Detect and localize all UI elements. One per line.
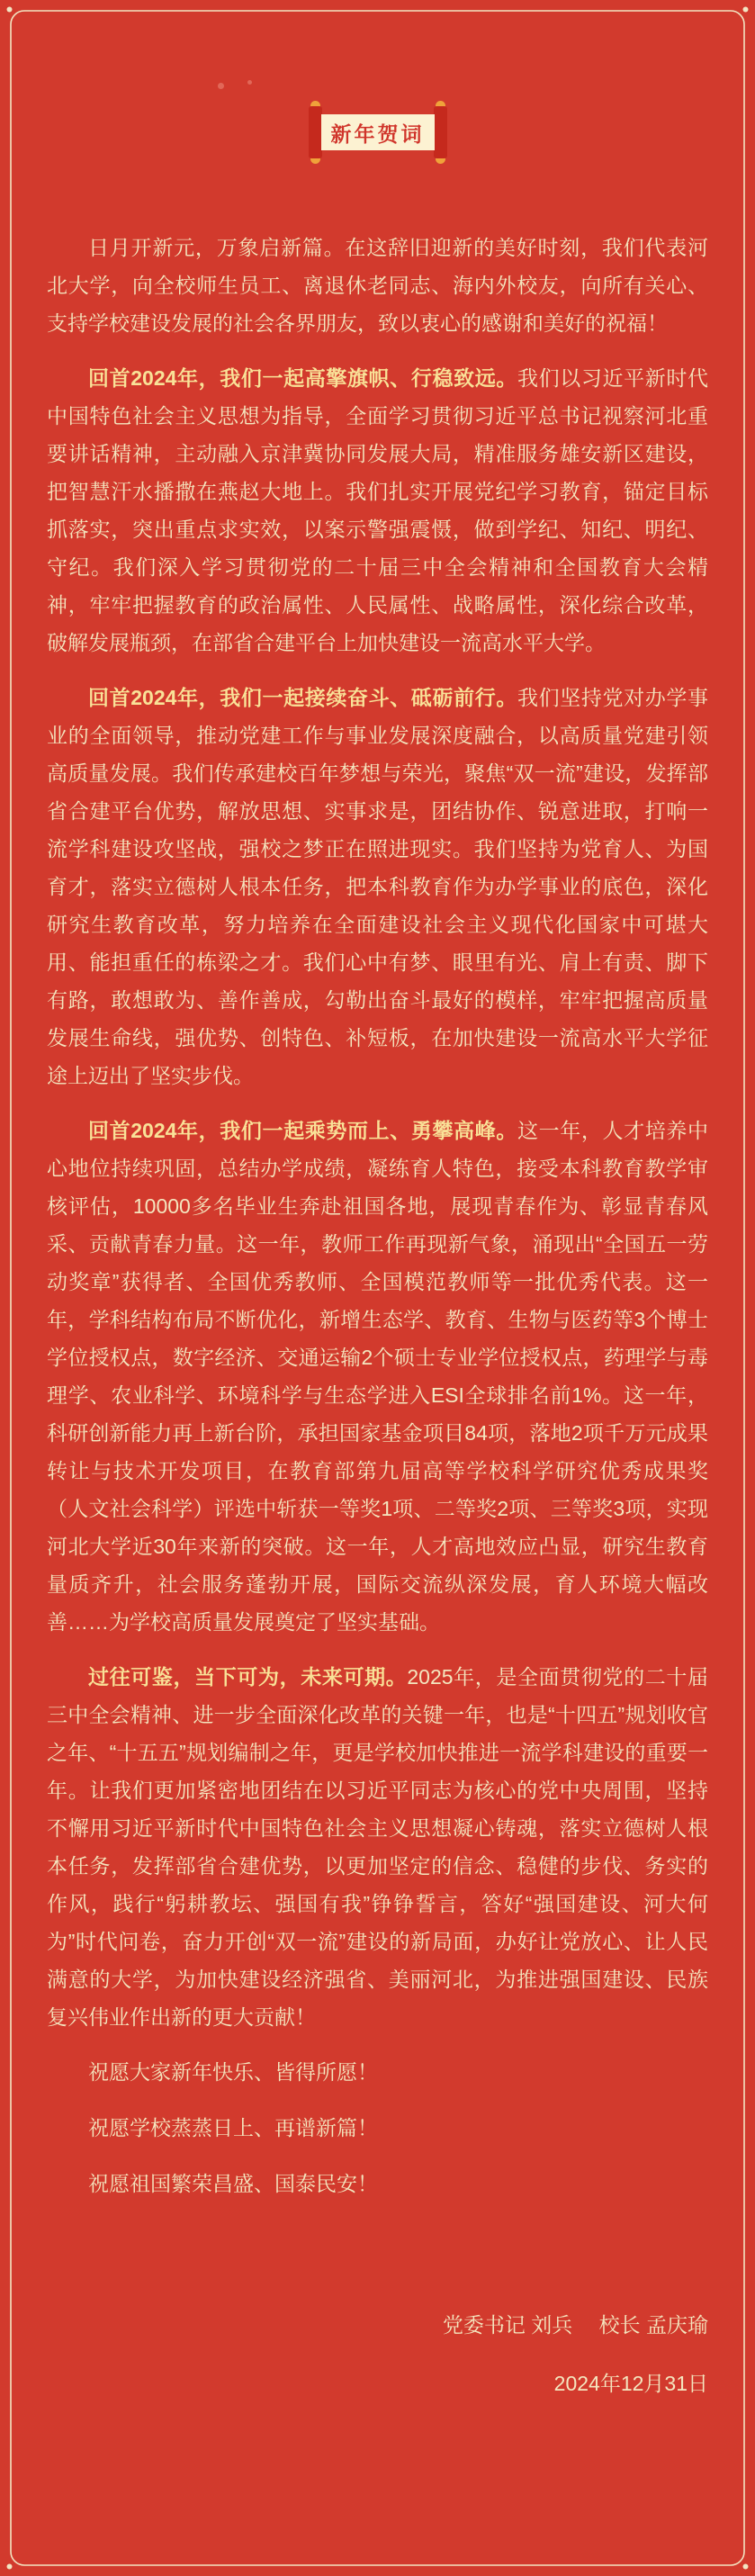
wish-line-school: 祝愿学校蒸蒸日上、再谱新篇！ bbox=[88, 2116, 378, 2139]
paragraph-text: 2025年，是全面贯彻党的二十届三中全会精神、进一步全面深化改革的关键一年，也是“十四五”规划收官之年、“十五五”规划编制之年，更是学校加快推进一流学科建设的重要一年。让我们更加紧密地团结在以习近平同志为核心的党中央周围，坚持不懈用习近平新时代中国特色社会主义思想凝心铸魂，落实立德树人根本任务，发挥部省合建优势，以更加坚定的信念、稳健的步伐、务实的作风，践行“躬耕教坛、强国有我”铮铮誓言，答好“强国建设、河大何为”时代问卷，奋力开创“双一流”建设的新局面，办好让党放心、让人民满意的大学，为加快建设经济强省、美丽河北，为推进强国建设、民族复兴伟业作出新的更大贡献！ bbox=[47, 1665, 709, 2029]
paragraph-lead: 回首2024年，我们一起乘势而上、勇攀高峰。 bbox=[88, 1119, 518, 1142]
frame-corner-dot bbox=[7, 2564, 13, 2570]
paragraph-review-2 bbox=[47, 679, 708, 1094]
wish-line-everyone: 祝愿大家新年快乐、皆得所愿！ bbox=[88, 2060, 378, 2084]
banner-section bbox=[0, 0, 755, 166]
background-deco-dot bbox=[218, 83, 224, 89]
scroll-bar-left bbox=[309, 106, 322, 158]
greeting-body bbox=[47, 229, 708, 2402]
paragraph-text: 这一年，人才培养中心地位持续巩固，总结办学成绩，凝练育人特色，接受本科教育教学审核评估，10000多名毕业生奔赴祖国各地，展现青春作为、彰显青春风采、贡献青春力量。这一年，教师工作再现新气象，涌现出“全国五一劳动奖章”获得者、全国优秀教师、全国模范教师等一批优秀代表。这一年，学科结构布局不断优化，新增生态学、教育、生物与医药等3个博士学位授权点，数字经济、交通运输2个硕士专业学位授权点，药理学与毒理学、农业科学、环境科学与生态学进入ESI全球排名前1%。这一年，科研创新能力再上新台阶，承担国家基金项目84项，落地2项千万元成果转让与技术开发项目，在教育部第九届高等学校科学研究优秀成果奖（人文社会科学）评选中斩获一等奖1项、二等奖2项、三等奖3项，实现河北大学近30年来新的突破。这一年，人才高地效应凸显，研究生教育量质齐升，社会服务蓬勃开展，国际交流纵深发展，育人环境大幅改善……为学校高质量发展奠定了坚实基础。 bbox=[47, 1119, 709, 1634]
banner-panel bbox=[321, 114, 435, 150]
paragraph-text: 我们以习近平新时代中国特色社会主义思想为指导，全面学习贯彻习近平总书记视察河北重要讲话精神，主动融入京津冀协同发展大局，精准服务雄安新区建设，把智慧汗水播撒在燕赵大地上。我们扎实开展党纪学习教育，锚定目标抓落实，突出重点求实效，以案示警强震慑，做到学纪、知纪、明纪、守纪。我们深入学习贯彻党的二十届三中全会精神和全国教育大会精神，牢牢把握教育的政治属性、人民属性、战略属性，深化综合改革，破解发展瓶颈，在部省合建平台上加快建设一流高水平大学。 bbox=[47, 366, 709, 654]
title-scroll-banner bbox=[309, 99, 447, 166]
frame-corner-dot bbox=[743, 2564, 749, 2570]
scroll-bar-right bbox=[434, 106, 447, 158]
background-deco-dot bbox=[247, 80, 252, 85]
page-title: 新年贺词 bbox=[330, 122, 425, 146]
date-line: 2024年12月31日 bbox=[553, 2372, 708, 2395]
signature-line: 党委书记 刘兵 校长 孟庆瑜 bbox=[442, 2313, 708, 2337]
paragraph-outlook bbox=[47, 1658, 708, 2036]
paragraph-review-1 bbox=[47, 359, 708, 662]
paragraph-text: 我们坚持党对办学事业的全面领导，推动党建工作与事业发展深度融合，以高质量党建引领高质量发展。我们传承建校百年梦想与荣光，聚焦“双一流”建设，发挥部省合建平台优势，解放思想、实事求是，团结协作、锐意进取，打响一流学科建设攻坚战，强校之梦正在照进现实。我们坚持为党育人、为国育才，落实立德树人根本任务，把本科教育作为办学事业的底色，深化研究生教育改革，努力培养在全面建设社会主义现代化国家中可堪大用、能担重任的栋梁之才。我们心中有梦、眼里有光、肩上有责、脚下有路，敢想敢为、善作善成，勾勒出奋斗最好的模样，牢牢把握高质量发展生命线，强优势、创特色、补短板，在加快建设一流高水平大学征途上迈出了坚实步伐。 bbox=[47, 686, 709, 1087]
paragraph-text: 日月开新元，万象启新篇。在这辞旧迎新的美好时刻，我们代表河北大学，向全校师生员工、离退休老同志、海内外校友，向所有关心、支持学校建设发展的社会各界朋友，致以衷心的感谢和美好的祝福！ bbox=[47, 236, 708, 335]
paragraph-lead: 回首2024年，我们一起接续奋斗、砥砺前行。 bbox=[88, 686, 518, 709]
paragraph-review-3 bbox=[47, 1112, 708, 1641]
paragraph-lead: 回首2024年，我们一起高擎旗帜、行稳致远。 bbox=[88, 366, 518, 390]
wish-line-country: 祝愿祖国繁荣昌盛、国泰民安！ bbox=[88, 2172, 378, 2195]
paragraph-lead: 过往可鉴，当下可为，未来可期。 bbox=[88, 1665, 408, 1689]
paragraph-opening bbox=[47, 229, 708, 342]
